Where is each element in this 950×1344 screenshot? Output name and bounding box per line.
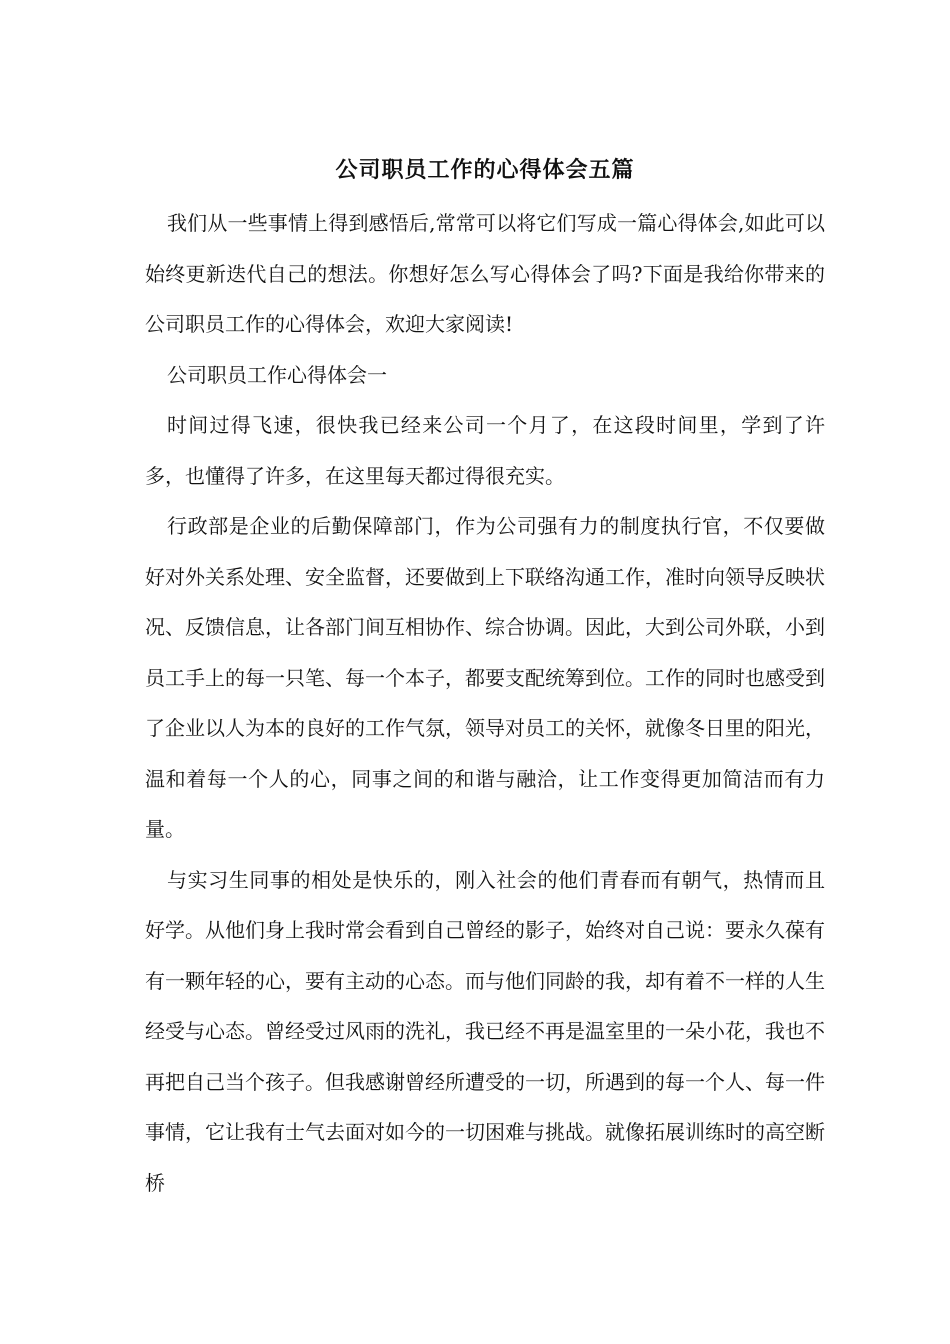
body-paragraph: 与实习生同事的相处是快乐的，刚入社会的他们青春而有朝气，热情而且好学。从他们身上我时常会看到自己曾经的影子，始终对自己说：要永久葆有有一颗年轻的心，要有主动的心态。而与他们同龄的我，却有着不一样的人生经受与心态。曾经受过风雨的洗礼，我已经不再是温室里的一朵小花，我也不再把自己当个孩子。但我感谢曾经所遭受的一切，所遇到的每一个人、每一件事情，它让我有士气去面对如今的一切困难与挑战。就像拓展训练时的高空断桥 [145, 867, 825, 1195]
intro-paragraph: 我们从一些事情上得到感悟后,常常可以将它们写成一篇心得体会,如此可以始终更新迭代自己的想法。你想好怎么写心得体会了吗?下面是我给你带来的公司职员工作的心得体会，欢迎大家阅读! [145, 211, 825, 336]
body-paragraph: 行政部是企业的后勤保障部门，作为公司强有力的制度执行官，不仅要做好对外关系处理、安全监督，还要做到上下联络沟通工作，准时向领导反映状况、反馈信息，让各部门间互相协作、综合协调。因此，大到公司外联，小到员工手上的每一只笔、每一个本子，都要支配统筹到位。工作的同时也感受到了企业以人为本的良好的工作气氛，领导对员工的关怀，就像冬日里的阳光，温和着每一个人的心，同事之间的和谐与融洽，让工作变得更加简洁而有力量。 [145, 514, 825, 841]
body-paragraph: 时间过得飞速，很快我已经来公司一个月了，在这段时间里，学到了许多，也懂得了许多，在这里每天都过得很充实。 [145, 413, 825, 488]
document-body [145, 150, 825, 1208]
document-title: 公司职员工作的心得体会五篇 [335, 157, 635, 183]
section-heading: 公司职员工作心得体会一 [167, 362, 387, 387]
